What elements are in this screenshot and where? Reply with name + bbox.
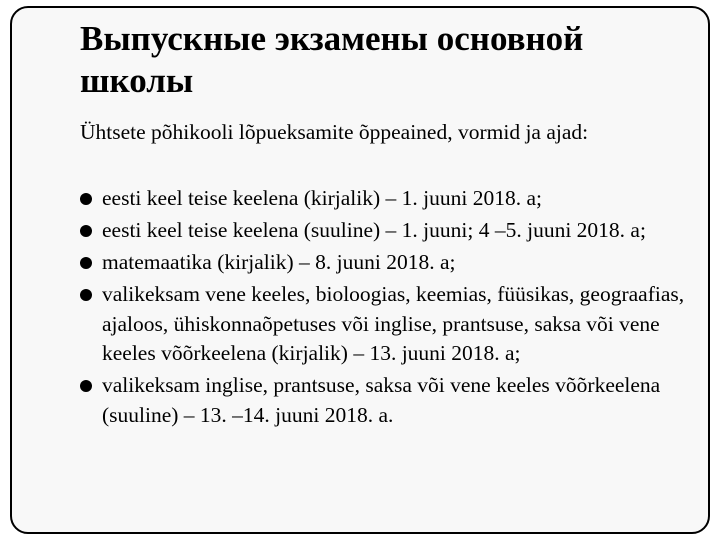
- list-item: [80, 216, 695, 246]
- bullet-dot-icon: [80, 193, 92, 205]
- slide-subtitle: Ühtsete põhikooli lõpueksamite õppeained, vormid ja ajad:: [80, 120, 589, 144]
- list-item-text: valikeksam vene keeles, bioloogias, keemias, füüsikas, geograafias, ajaloos, ühiskonnaõpetuses või inglise, prantsuse, saksa või vene keeles võõrkeelena (kirjalik) – 13. juuni 2018. a;: [102, 282, 685, 365]
- list-item-text: valikeksam inglise, prantsuse, saksa või vene keeles võõrkeelena (suuline) – 13. –14. juuni 2018. a.: [102, 373, 661, 427]
- list-item-text: eesti keel teise keelena (kirjalik) – 1. juuni 2018. a;: [102, 186, 543, 210]
- list-item: [80, 248, 695, 278]
- list-item: [80, 184, 695, 214]
- bullet-dot-icon: [80, 257, 92, 269]
- slide-title: Выпускные экзамены основной школы: [80, 19, 584, 100]
- list-item: [80, 280, 695, 369]
- bullet-dot-icon: [80, 225, 92, 237]
- bullet-dot-icon: [80, 380, 92, 392]
- list-item-text: matemaatika (kirjalik) – 8. juuni 2018. a;: [102, 250, 456, 274]
- exam-list: [80, 184, 695, 433]
- list-item-text: eesti keel teise keelena (suuline) – 1. juuni; 4 –5. juuni 2018. a;: [102, 218, 646, 242]
- bullet-dot-icon: [80, 289, 92, 301]
- list-item: [80, 371, 695, 430]
